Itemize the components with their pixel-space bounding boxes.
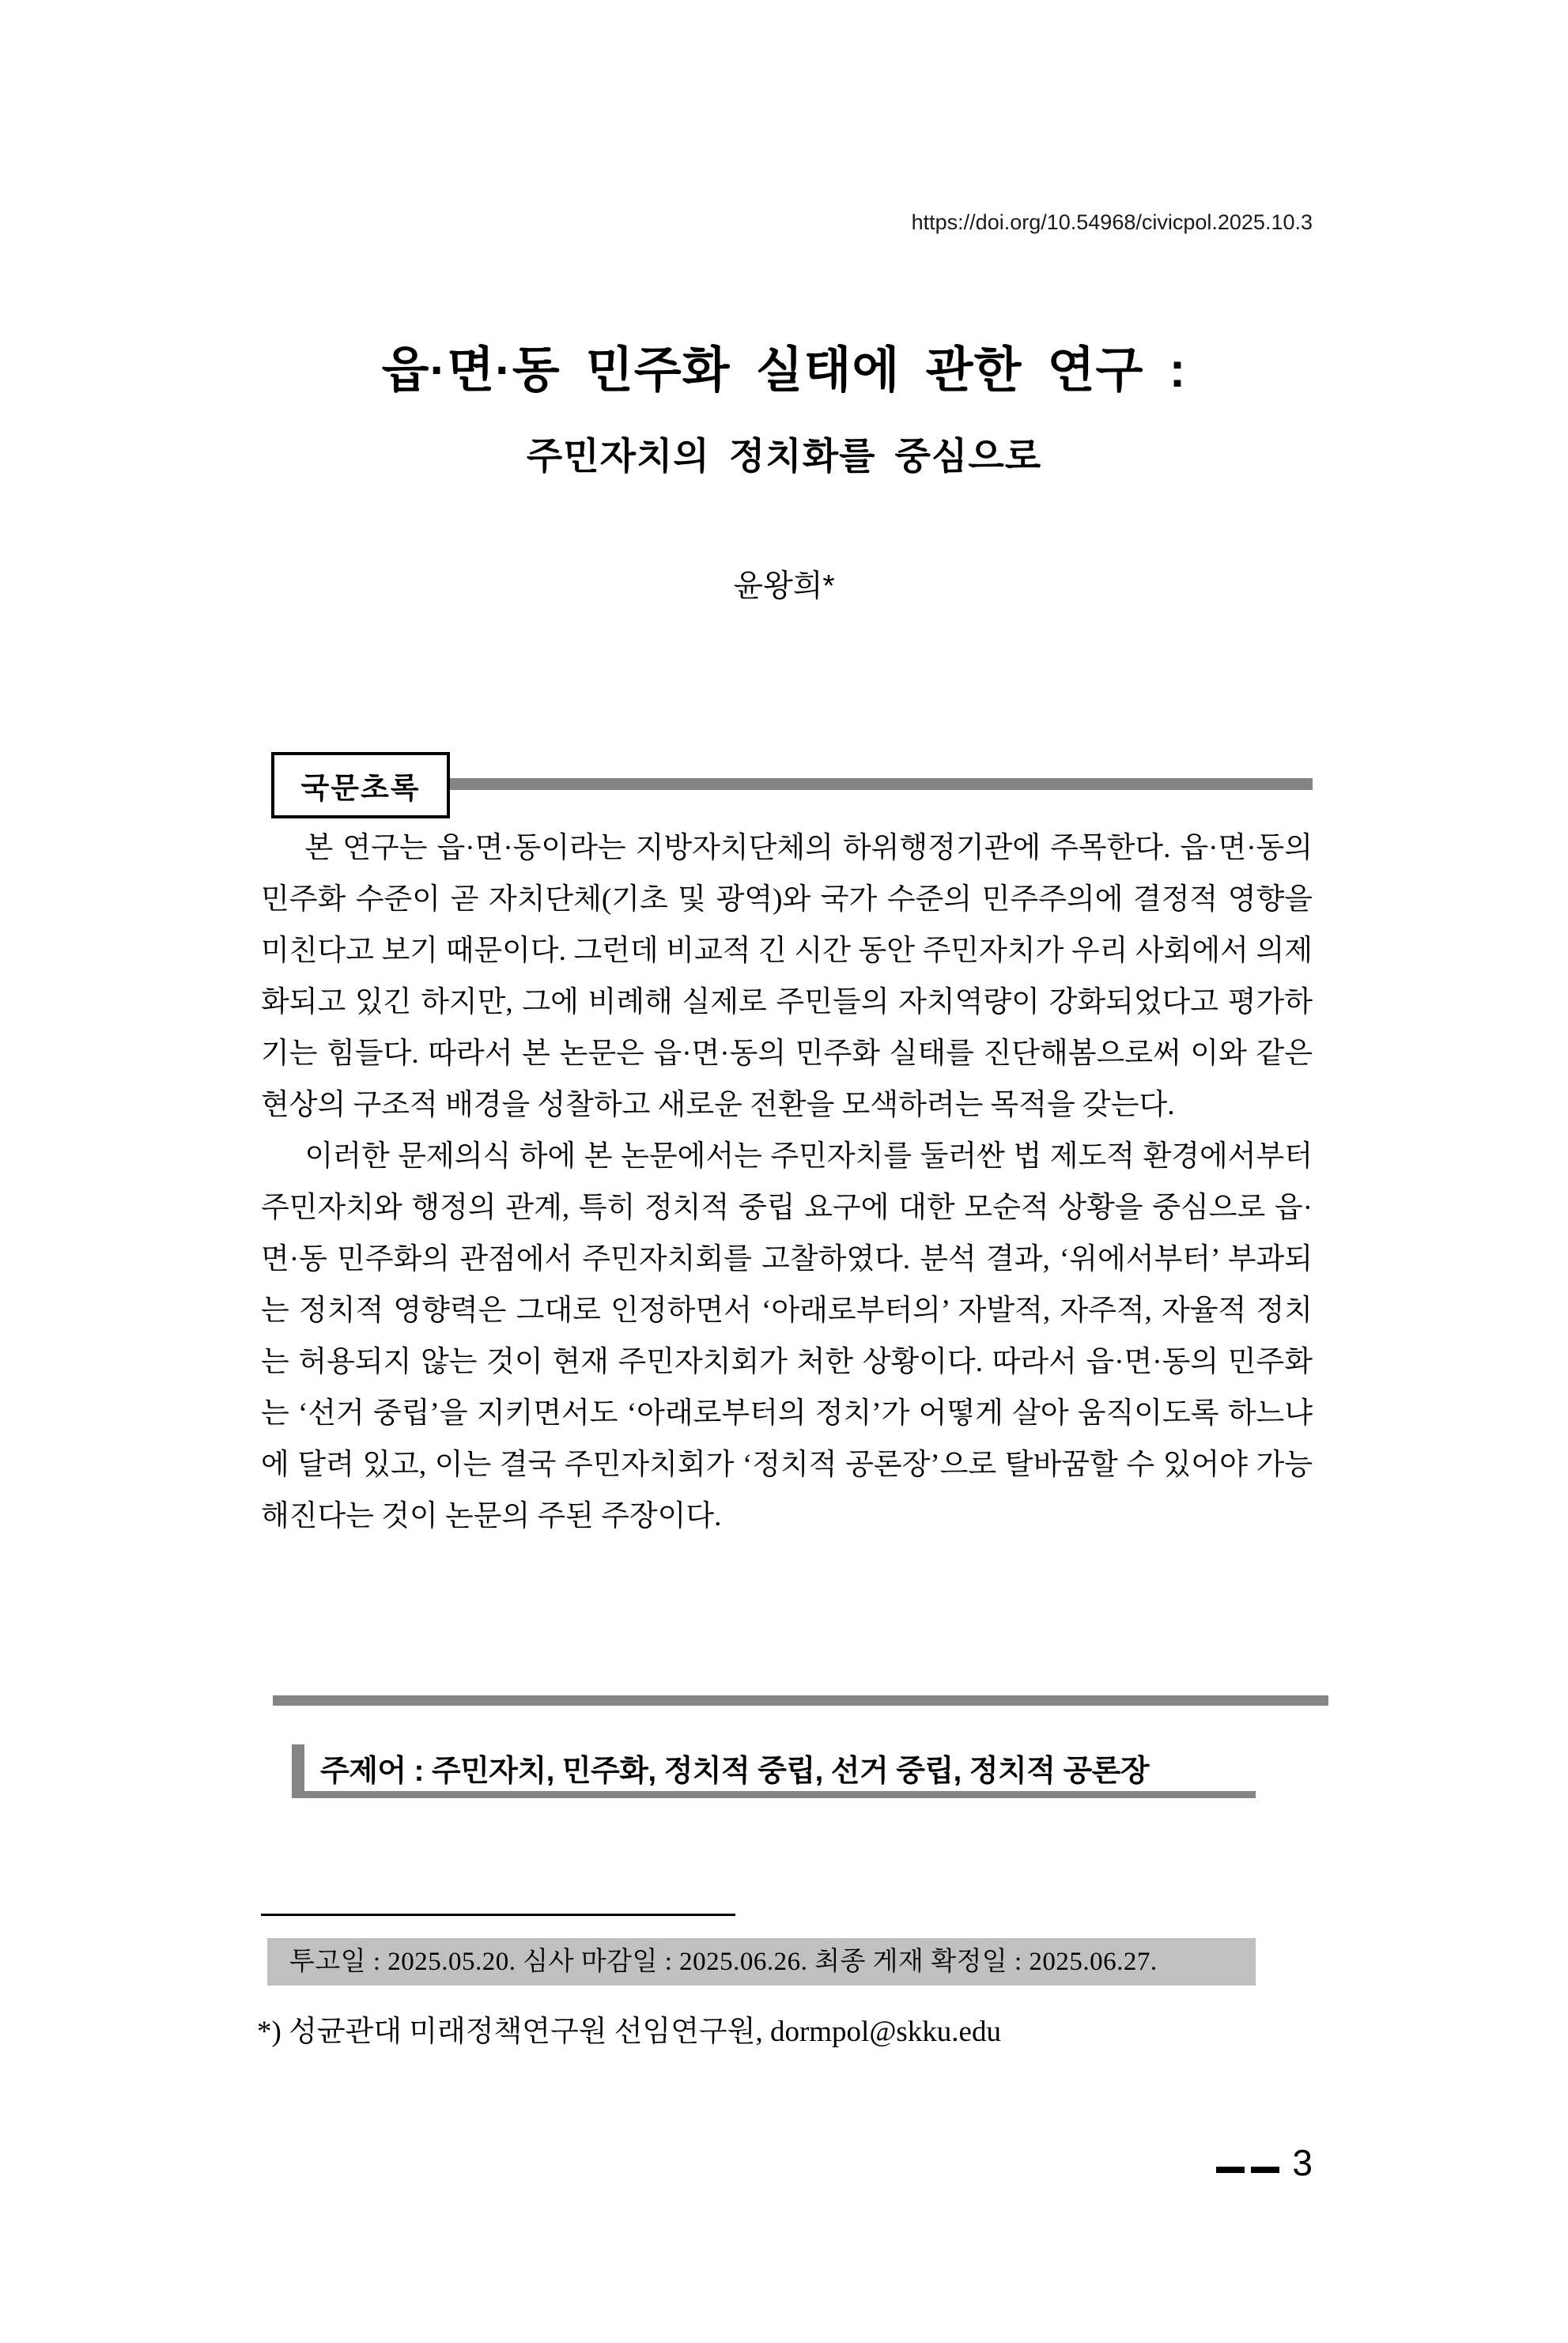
keywords-underline: [292, 1791, 1256, 1798]
keywords-accent-bar: [292, 1744, 304, 1798]
footnote-separator-rule: [261, 1914, 735, 1916]
abstract-header-rule: [443, 778, 1313, 790]
doi-link[interactable]: https://doi.org/10.54968/civicpol.2025.10.3: [911, 210, 1313, 234]
abstract-bottom-rule: [273, 1695, 1328, 1706]
page-number-value: 3: [1292, 2142, 1313, 2183]
abstract-paragraph-1: 본 연구는 읍·면·동이라는 지방자치단체의 하위행정기관에 주목한다. 읍·면·동의 민주화 수준이 곧 자치단체(기초 및 광역)와 국가 수준의 민주주의에 결정적 영향을 미친다고 보기 때문이다. 그런데 비교적 긴 시간 동안 주민자치가 우리 사회에서 의제화되고 있긴 하지만, 그에 비례해 실제로 주민들의 자치역량이 강화되었다고 평가하기는 힘들다. 따라서 본 논문은 읍·면·동의 민주화 실태를 진단해봄으로써 이와 같은 현상의 구조적 배경을 성찰하고 새로운 전환을 모색하려는 목적을 갖는다.: [261, 832, 1313, 1121]
page-number-dash-icon: [1251, 2167, 1279, 2173]
page-number: [1213, 2142, 1313, 2183]
abstract-label: 국문초록: [300, 772, 421, 804]
submission-dates-bar: 투고일 : 2025.05.20. 심사 마감일 : 2025.06.26. 최종 게재 확정일 : 2025.06.27.: [267, 1938, 1256, 1986]
abstract-label-box: [271, 752, 450, 818]
author-name: 윤왕희*: [733, 569, 835, 603]
paper-title: 읍·면·동 민주화 실태에 관한 연구 :: [381, 343, 1187, 398]
keywords-text: 주제어 : 주민자치, 민주화, 정치적 중립, 선거 중립, 정치적 공론장: [320, 1755, 1150, 1788]
page-number-dash-icon: [1216, 2167, 1245, 2173]
abstract-paragraph-2: 이러한 문제의식 하에 본 논문에서는 주민자치를 둘러싼 법 제도적 환경에서부터 주민자치와 행정의 관계, 특히 정치적 중립 요구에 대한 모순적 상황을 중심으로 읍·면·동 민주화의 관점에서 주민자치회를 고찰하였다. 분석 결과, ‘위에서부터’ 부과되는 정치적 영향력은 그대로 인정하면서 ‘아래로부터의’ 자발적, 자주적, 자율적 정치는 허용되지 않는 것이 현재 주민자치회가 처한 상황이다. 따라서 읍·면·동의 민주화는 ‘선거 중립’을 지키면서도 ‘아래로부터의 정치’가 어떻게 살아 움직이도록 하느냐에 달려 있고, 이는 결국 주민자치회가 ‘정치적 공론장’으로 탈바꿈할 수 있어야 가능해진다는 것이 논문의 주된 주장이다.: [261, 1140, 1313, 1532]
paper-subtitle: 주민자치의 정치화를 중심으로: [526, 435, 1042, 477]
author-affiliation-footnote: *) 성균관대 미래정책연구원 선임연구원, dormpol@skku.edu: [257, 2016, 1001, 2048]
abstract-text: [261, 822, 1313, 1542]
